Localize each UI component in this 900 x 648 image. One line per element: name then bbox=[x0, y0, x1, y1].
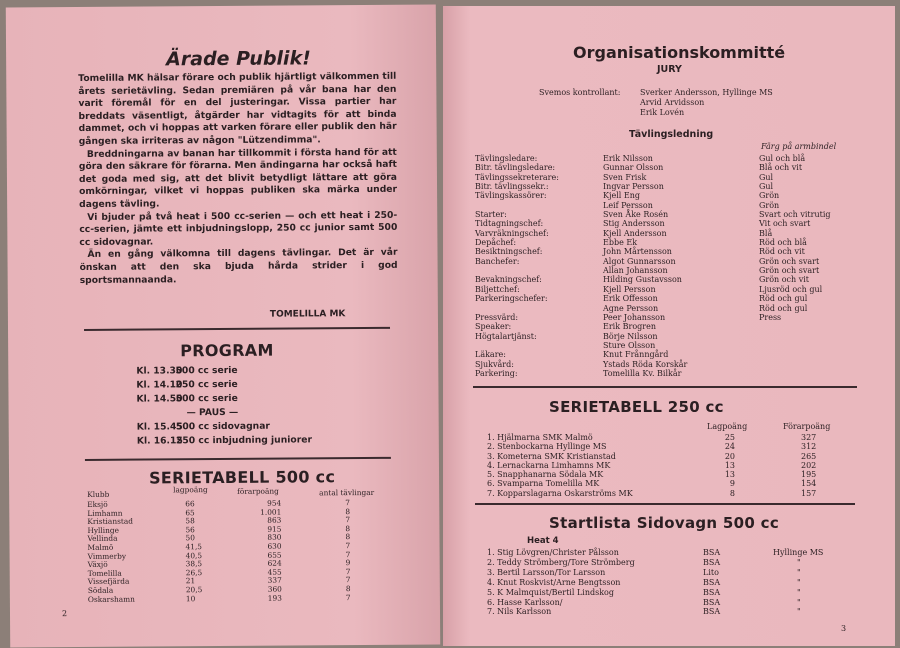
armband-color: Grön och svart bbox=[759, 266, 820, 276]
startlista-club-column bbox=[773, 548, 823, 617]
role-label: Bevakningschef: bbox=[475, 275, 542, 285]
serie250-forar-column bbox=[801, 433, 816, 498]
role-label: Tävlingsledare: bbox=[475, 154, 538, 163]
role-label: Tävlingssekreterare: bbox=[475, 172, 559, 182]
serie500-cell-antal: 7 bbox=[345, 515, 351, 525]
serie500-cell-lag: 65 bbox=[185, 507, 195, 517]
role-label: Starter: bbox=[475, 210, 507, 220]
divider bbox=[84, 327, 390, 331]
official-name: Agne Persson bbox=[603, 303, 659, 313]
armband-color bbox=[759, 322, 831, 331]
intro-paragraph: Breddningarna av banan har tillkommit i första hand för att göra den säkrare för förarna. Men ändingarna har också haft det goda med sig, att det blivit betydligt lättare att göra omkörningar, vilket vi hoppas publiken ska märka under dagens tävling. bbox=[78, 146, 398, 210]
serie500-cell-club: Vimmerby bbox=[87, 551, 127, 561]
startlista-cell-pair: 7. Nils Karlsson bbox=[487, 607, 552, 617]
startlista-cell-bike: BSA bbox=[703, 577, 721, 587]
serie500-cell-forar: 1.001 bbox=[260, 507, 282, 517]
serie250-header-lag: Lagpoäng bbox=[707, 422, 748, 431]
startlista-cell-club: " bbox=[797, 597, 801, 607]
serie500-cell-forar: 360 bbox=[267, 584, 282, 594]
serie250-cell-forar: 265 bbox=[801, 451, 817, 461]
role-label: Varvräkningschef: bbox=[475, 228, 549, 238]
official-name: Hilding Gustavsson bbox=[603, 275, 682, 285]
armband-color: Röd och gul bbox=[759, 294, 808, 304]
armband-color: Svart och vitrutig bbox=[759, 210, 831, 220]
serie500-cell-lag: 20,5 bbox=[185, 585, 203, 595]
armband-color bbox=[759, 341, 831, 350]
serie250-cell-team: 2. Stenbockarna Hyllinge MS bbox=[487, 442, 607, 452]
serie250-cell-forar: 312 bbox=[801, 442, 817, 452]
role-label: Pressvärd: bbox=[475, 312, 519, 322]
serie500-cell-antal: 8 bbox=[345, 523, 351, 533]
serie500-club-column bbox=[87, 501, 135, 604]
serie500-cell-antal: 8 bbox=[345, 532, 351, 542]
serie500-antal-column bbox=[345, 499, 350, 602]
name-column bbox=[603, 154, 687, 378]
startlista-cell-bike: BSA bbox=[703, 597, 721, 607]
armband-color: Grön och vit bbox=[759, 275, 810, 285]
startlista-cell-pair: 5. K Malmquist/Bertil Lindskog bbox=[487, 587, 614, 597]
serie500-cell-club: Vellinda bbox=[87, 534, 118, 544]
serie250-header-forar: Förarpoäng bbox=[783, 422, 831, 431]
serie250-team-column bbox=[487, 433, 633, 498]
page-number: 2 bbox=[61, 609, 68, 619]
program-item: Kl. 13.30 500 cc serie bbox=[136, 364, 238, 377]
official-name: Erik Nilsson bbox=[603, 154, 653, 163]
heat-label: Heat 4 bbox=[527, 536, 559, 546]
startlista-cell-club: " bbox=[797, 587, 801, 597]
serie500-cell-lag: 38,5 bbox=[185, 559, 203, 569]
role-label: Speaker: bbox=[475, 322, 512, 332]
serie250-lag-column bbox=[719, 433, 735, 498]
startlista-cell-bike: BSA bbox=[703, 557, 721, 567]
jury-name: Sverker Andersson, Hyllinge MS bbox=[640, 88, 773, 97]
role-label bbox=[475, 304, 559, 313]
serie500-cell-lag: 66 bbox=[185, 499, 195, 509]
startlista-pair-column bbox=[487, 548, 635, 617]
serie500-cell-lag: 40,5 bbox=[185, 550, 203, 560]
serie500-cell-club: Oskarshamn bbox=[87, 594, 135, 604]
serie500-cell-antal: 9 bbox=[345, 558, 351, 568]
left-page bbox=[6, 5, 440, 648]
serie500-cell-lag: 21 bbox=[185, 576, 196, 586]
intro-text bbox=[78, 71, 397, 287]
role-label: Parkering: bbox=[475, 368, 518, 378]
role-label bbox=[475, 341, 559, 350]
official-name: Knut Frånngård bbox=[603, 350, 669, 360]
armband-color bbox=[759, 350, 831, 359]
role-label bbox=[475, 201, 559, 210]
official-name: Erik Offesson bbox=[603, 294, 658, 304]
startlista-cell-club: " bbox=[797, 607, 801, 617]
serie500-header-antal: antal tävlingar bbox=[319, 487, 375, 498]
armband-color: Röd och vit bbox=[759, 247, 805, 257]
official-name: Ebbe Ek bbox=[603, 238, 638, 248]
page-number: 3 bbox=[841, 624, 847, 633]
official-name: Ingvar Persson bbox=[603, 182, 664, 192]
jury-name: Arvid Arvidsson bbox=[640, 98, 705, 107]
startlista-cell-bike: Lito bbox=[703, 567, 719, 577]
official-name: Kjell Eng bbox=[603, 191, 640, 201]
official-name: John Mårtensson bbox=[603, 247, 672, 257]
startlista-cell-club: Hyllinge MS bbox=[773, 548, 824, 557]
startlista-cell-club: " bbox=[797, 557, 801, 567]
program-item: Kl. 14.10 250 cc serie bbox=[136, 378, 238, 391]
armband-color: Röd och blå bbox=[759, 238, 807, 248]
serie250-cell-lag: 13 bbox=[724, 460, 735, 470]
page-title: Ärade Publik! bbox=[166, 47, 311, 71]
organisation-title: Organisationskommitté bbox=[573, 43, 786, 62]
armband-color: Grön bbox=[759, 200, 780, 210]
serie500-cell-forar: 455 bbox=[267, 567, 282, 577]
role-label: Sjukvård: bbox=[475, 359, 514, 369]
official-name: Börje Nilsson bbox=[603, 331, 658, 341]
color-header: Färg på armbindel bbox=[761, 142, 837, 151]
official-name: Sven Åke Rosén bbox=[603, 210, 669, 220]
role-label: Depåchef: bbox=[475, 238, 517, 248]
serie500-cell-lag: 41,5 bbox=[185, 542, 203, 552]
serie500-cell-lag: 58 bbox=[185, 516, 195, 526]
serie500-cell-antal: 8 bbox=[345, 584, 351, 594]
serie500-cell-forar: 863 bbox=[267, 515, 282, 525]
official-name: Erik Brogren bbox=[603, 322, 656, 332]
role-label: Biljettchef: bbox=[475, 284, 520, 294]
serie250-title: SERIETABELL 250 cc bbox=[549, 398, 724, 416]
serie500-lag-column bbox=[185, 500, 202, 603]
role-label: Tidtagningschef: bbox=[475, 219, 544, 229]
serie250-cell-team: 3. Kometerna SMK Kristianstad bbox=[487, 451, 616, 461]
serie500-cell-club: Södala bbox=[87, 585, 114, 595]
program-item: Kl. 14.50 500 cc serie bbox=[136, 392, 238, 405]
armband-color: Blå och vit bbox=[759, 163, 803, 173]
serie500-header-club: Klubb bbox=[87, 489, 110, 499]
role-label: Parkeringschefer: bbox=[475, 294, 548, 304]
startlista-cell-bike: BSA bbox=[703, 587, 721, 597]
program-item: Kl. 15.45 500 cc sidovagnar bbox=[136, 420, 270, 433]
official-name: Sven Frisk bbox=[603, 172, 647, 182]
right-page bbox=[443, 6, 895, 646]
serie250-cell-forar: 195 bbox=[801, 470, 817, 480]
serie500-cell-lag: 50 bbox=[185, 533, 195, 543]
role-label: Banchefer: bbox=[475, 256, 520, 266]
serie250-cell-lag: 13 bbox=[724, 470, 735, 480]
jury-names bbox=[640, 88, 773, 118]
armband-color: Grön bbox=[759, 191, 780, 201]
startlista-cell-club: " bbox=[797, 567, 801, 577]
armband-color: Grön och svart bbox=[759, 256, 820, 266]
serie250-cell-team: 5. Snapphanarna Södala MK bbox=[487, 470, 604, 480]
program-title: PROGRAM bbox=[180, 340, 274, 361]
program-pause: — PAUS — bbox=[186, 406, 239, 419]
role-label: Besiktningschef: bbox=[475, 247, 543, 257]
serie500-cell-antal: 7 bbox=[345, 541, 351, 551]
signature: TOMELILLA MK bbox=[269, 309, 346, 320]
program-list bbox=[136, 363, 312, 448]
role-label: Läkare: bbox=[475, 350, 506, 360]
role-label: Tävlingskassörer: bbox=[475, 191, 547, 201]
serie500-cell-lag: 10 bbox=[185, 593, 196, 603]
official-name: Sture Olsson bbox=[603, 340, 656, 350]
serie500-cell-club: Hyllinge bbox=[87, 525, 120, 535]
official-name: Stig Andersson bbox=[603, 219, 665, 229]
tavlingsledning-title: Tävlingsledning bbox=[629, 129, 714, 140]
role-label: Bitr. tävlingsledare: bbox=[475, 163, 556, 173]
startlista-cell-pair: 4. Knut Roskvist/Arne Bengtsson bbox=[487, 577, 621, 587]
serie500-cell-forar: 193 bbox=[267, 593, 282, 603]
official-name: Allan Johansson bbox=[603, 266, 668, 276]
serie500-cell-lag: 26,5 bbox=[185, 567, 203, 578]
serie500-cell-antal: 7 bbox=[345, 592, 351, 602]
serie250-cell-forar: 157 bbox=[801, 488, 817, 498]
serie250-cell-forar: 154 bbox=[801, 479, 817, 489]
color-column bbox=[759, 154, 831, 378]
startlista-cell-pair: 1. Stig Lövgren/Christer Pålsson bbox=[487, 548, 619, 557]
serie250-cell-lag: 8 bbox=[729, 488, 735, 498]
startlista-cell-pair: 3. Bertil Larsson/Tor Larsson bbox=[487, 567, 606, 577]
startlista-cell-club: " bbox=[797, 577, 801, 587]
armband-color: Röd och gul bbox=[759, 303, 808, 313]
official-name: Kjell Persson bbox=[603, 284, 656, 294]
role-column bbox=[475, 154, 559, 378]
startlista-title: Startlista Sidovagn 500 cc bbox=[549, 514, 780, 532]
serie500-cell-forar: 830 bbox=[267, 532, 282, 543]
program-item: Kl. 16.15 250 cc inbjudning juniorer bbox=[136, 434, 313, 447]
startlista-cell-bike: BSA bbox=[703, 607, 721, 617]
armband-color: Blå bbox=[759, 228, 773, 238]
official-name: Gunnar Olsson bbox=[603, 163, 664, 173]
serie500-cell-club: Malmö bbox=[87, 542, 114, 552]
armband-color: Gul och blå bbox=[759, 154, 806, 163]
serie500-cell-club: Vissefjärda bbox=[87, 577, 130, 587]
armband-color: Vit och svart bbox=[759, 219, 811, 229]
serie500-cell-antal: 7 bbox=[345, 498, 350, 508]
startlista-bike-column bbox=[703, 548, 720, 617]
startlista-cell-pair: 6. Hasse Karlsson/ bbox=[487, 597, 563, 607]
intro-paragraph: Än en gång välkomna till dagens tävlingar. Det är vår önskan att den ska bjuda hårda strider i god sportsmannaanda. bbox=[79, 247, 398, 286]
official-name: Ystads Röda Korskår bbox=[603, 359, 688, 369]
serie500-cell-antal: 7 bbox=[345, 549, 351, 559]
armband-color bbox=[759, 360, 831, 369]
serie500-forar-column bbox=[253, 500, 282, 603]
serie250-cell-forar: 327 bbox=[801, 433, 817, 442]
serie500-title: SERIETABELL 500 cc bbox=[148, 467, 336, 488]
armband-color: Press bbox=[759, 312, 782, 322]
official-name: Kjell Andersson bbox=[603, 228, 667, 238]
serie250-cell-lag: 25 bbox=[724, 433, 735, 442]
serie250-cell-team: 1. Hjälmarna SMK Malmö bbox=[487, 433, 593, 442]
armband-color bbox=[759, 332, 831, 341]
role-label bbox=[475, 266, 559, 275]
serie500-cell-club: Kristianstad bbox=[87, 516, 134, 527]
serie500-cell-antal: 8 bbox=[345, 506, 351, 516]
armband-color: Gul bbox=[759, 182, 774, 192]
serie500-cell-forar: 954 bbox=[267, 498, 282, 508]
serie250-cell-lag: 9 bbox=[729, 479, 735, 489]
serie250-cell-team: 4. Lernackarna Limhamns MK bbox=[487, 460, 611, 470]
serie500-cell-club: Växjö bbox=[87, 559, 108, 570]
serie500-cell-forar: 915 bbox=[267, 524, 282, 534]
startlista-cell-pair: 2. Teddy Strömberg/Tore Strömberg bbox=[487, 557, 635, 567]
serie500-cell-forar: 655 bbox=[267, 550, 282, 560]
armband-color: Gul bbox=[759, 172, 774, 182]
official-name: Peer Johansson bbox=[603, 312, 666, 322]
serie250-cell-team: 7. Kopparslagarna Oskarströms MK bbox=[487, 488, 633, 498]
armband-color bbox=[759, 369, 831, 378]
official-name: Algot Gunnarsson bbox=[603, 256, 676, 266]
serie250-cell-team: 6. Svamparna Tomelilla MK bbox=[487, 479, 600, 489]
serie250-cell-forar: 202 bbox=[801, 460, 817, 470]
official-name: Leif Persson bbox=[603, 200, 653, 210]
serie500-header-lag: lagpoäng bbox=[173, 485, 208, 495]
serie500-cell-club: Eksjö bbox=[87, 499, 108, 509]
role-label: Bitr. tävlingssekr.: bbox=[475, 182, 549, 192]
serie250-cell-lag: 24 bbox=[724, 442, 735, 452]
serie250-cell-lag: 20 bbox=[724, 451, 735, 461]
official-name: Tomelilla Kv. Bilkår bbox=[603, 368, 682, 378]
jury-name: Erik Lovén bbox=[640, 108, 685, 117]
serie500-cell-forar: 630 bbox=[267, 541, 282, 551]
divider bbox=[475, 503, 855, 505]
intro-paragraph: Tomelilla MK hälsar förare och publik hjärtligt välkommen till årets serietävling. Sedan premiären på vår bana har den varit föremål för en del justeringar. Vissa partier har breddats väsentligt, åtgärder har vidtagits för att binda dammet, och vi hoppas att varken förare eller publik den här gången ska irriteras av någon "Lützendimma". bbox=[78, 70, 397, 147]
serie500-cell-club: Tomelilla bbox=[87, 568, 122, 578]
divider bbox=[85, 457, 391, 461]
armband-color: Ljusröd och gul bbox=[759, 284, 823, 294]
role-label: Högtalartjänst: bbox=[475, 331, 537, 341]
divider bbox=[473, 386, 857, 388]
jury-title: JURY bbox=[657, 64, 682, 75]
serie500-cell-antal: 7 bbox=[345, 575, 351, 585]
serie500-cell-forar: 624 bbox=[267, 558, 282, 568]
intro-paragraph: Vi bjuder på två heat i 500 cc-serien — och ett heat i 250-cc-serien, jämte ett inbjudningslopp, 250 cc junior samt 500 cc sidovagnar. bbox=[79, 209, 398, 248]
serie500-cell-lag: 56 bbox=[185, 524, 195, 535]
jury-role: Svemos kontrollant: bbox=[539, 88, 621, 97]
serie500-cell-antal: 7 bbox=[345, 566, 351, 576]
serie500-cell-club: Limhamn bbox=[87, 508, 123, 518]
startlista-cell-bike: BSA bbox=[703, 548, 721, 557]
serie500-cell-forar: 337 bbox=[267, 575, 282, 586]
serie500-header-forar: förarpoäng bbox=[237, 486, 279, 496]
